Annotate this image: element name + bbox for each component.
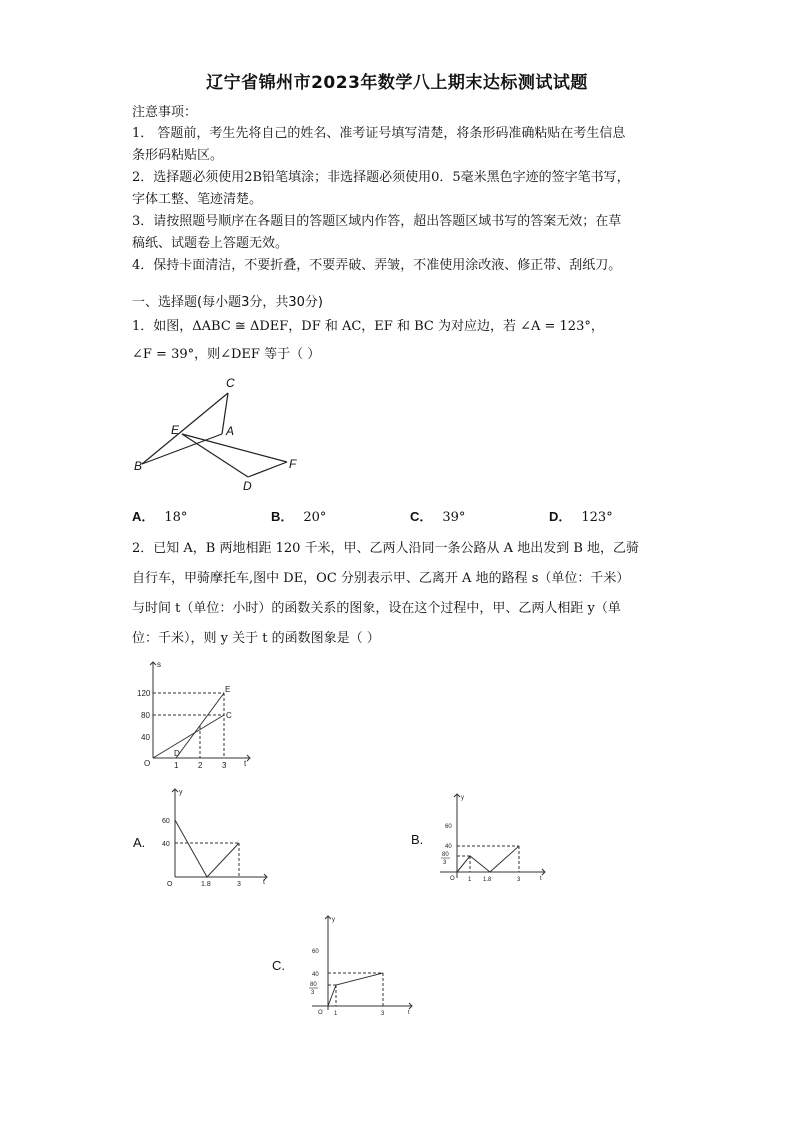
- q1-text-line2: ∠F = 39°，则∠DEF 等于（ ）: [132, 347, 321, 362]
- label-C: C: [226, 376, 235, 390]
- option-label: D．: [549, 509, 572, 524]
- label-F: F: [289, 457, 297, 471]
- main-point-E: E: [225, 685, 231, 694]
- q2-option-a-label[interactable]: A.: [133, 835, 146, 850]
- c-frac-num: 80: [310, 982, 317, 988]
- b-x-tick: 1.8: [483, 877, 492, 883]
- b-x-tick: 1: [468, 877, 472, 883]
- q2-option-c-label[interactable]: C.: [272, 958, 285, 973]
- option-label: C．: [410, 509, 433, 524]
- q1-triangle-figure: [130, 372, 310, 497]
- b-frac-den: 3: [443, 860, 447, 866]
- q1-option-b[interactable]: [271, 506, 326, 525]
- c-x-tick: 1: [334, 1011, 338, 1017]
- main-point-D: D: [174, 749, 180, 758]
- option-value: 39°: [442, 510, 466, 525]
- section-heading: 一、选择题(每小题3分，共30分): [132, 295, 323, 310]
- q2-text-line3: 与时间 t（单位：小时）的函数关系的图象，设在这个过程中，甲、乙两人相距 y（单: [132, 601, 621, 616]
- a-origin: O: [167, 881, 173, 888]
- label-B: B: [134, 459, 143, 473]
- q2-text-line2: 自行车，甲骑摩托车,图中 DE，OC 分别表示甲、乙离开 A 地的路程 s（单位：千米）: [132, 571, 630, 586]
- page-title: 辽宁省锦州市2023年数学八上期末达标测试试题: [206, 73, 588, 93]
- a-x-axis: t: [263, 879, 265, 886]
- option-value: 20°: [303, 510, 327, 525]
- b-y-axis: y: [461, 795, 464, 801]
- option-value: 18°: [164, 510, 188, 525]
- c-x-tick: 3: [381, 1011, 385, 1017]
- notice-line-7: 4．保持卡面清洁，不要折叠，不要弄破、弄皱，不准使用涂改液、修正带、刮纸刀。: [132, 258, 622, 273]
- a-y-tick: 40: [162, 841, 170, 848]
- q2-option-a-graph[interactable]: [155, 785, 275, 890]
- main-y-tick: 80: [141, 711, 150, 720]
- main-y-tick: 40: [141, 733, 150, 742]
- main-y-axis-label: s: [157, 660, 161, 669]
- q2-main-graph: [128, 658, 263, 770]
- main-y-tick: 120: [137, 689, 151, 698]
- b-x-tick: 3: [517, 877, 521, 883]
- label-A: A: [226, 424, 235, 438]
- notice-heading: 注意事项：: [132, 105, 198, 120]
- b-frac-num: 80: [442, 852, 449, 858]
- q1-option-c[interactable]: [410, 506, 465, 525]
- a-x-tick: 3: [237, 881, 241, 888]
- c-frac-den: 3: [311, 990, 315, 996]
- notice-line-6: 稿纸、试题卷上答题无效。: [132, 236, 289, 251]
- q2-text-line4: 位：千米），则 y 关于 t 的函数图象是（ ）: [132, 631, 380, 646]
- option-value: 123°: [581, 510, 613, 525]
- main-x-axis-label: t: [244, 759, 247, 768]
- q2-option-b-graph[interactable]: [430, 790, 550, 885]
- q1-option-d[interactable]: [549, 506, 613, 525]
- b-origin: O: [450, 876, 455, 882]
- q2-option-b-label[interactable]: B.: [411, 832, 424, 847]
- q2-option-c-graph[interactable]: [298, 910, 418, 1020]
- option-label: A．: [132, 509, 155, 524]
- label-D: D: [243, 479, 252, 493]
- notice-line-2: 条形码粘贴区。: [132, 148, 224, 163]
- notice-line-5: 3．请按照题号顺序在各题目的答题区域内作答，超出答题区域书写的答案无效；在草: [132, 214, 622, 229]
- q1-option-a[interactable]: [132, 506, 187, 525]
- a-y-axis: y: [179, 789, 183, 796]
- main-x-tick: 2: [198, 761, 203, 770]
- c-y-tick: 40: [312, 972, 319, 978]
- a-x-tick: 1.8: [201, 881, 211, 888]
- main-point-C: C: [226, 711, 232, 720]
- b-y-tick: 40: [445, 844, 452, 850]
- notice-line-3: 2．选择题必须使用2B铅笔填涂；非选择题必须使用0．5毫米黑色字迹的签字笔书写，: [132, 170, 630, 185]
- option-label: B．: [271, 509, 294, 524]
- notice-line-4: 字体工整、笔迹清楚。: [132, 192, 263, 207]
- main-origin: O: [144, 759, 151, 768]
- main-x-tick: 3: [222, 761, 227, 770]
- c-x-axis: t: [408, 1010, 410, 1016]
- q1-text-line1: 1．如图，ΔABC ≅ ΔDEF，DF 和 AC，EF 和 BC 为对应边，若 ∠A = 123°，: [132, 319, 604, 334]
- c-origin: O: [318, 1010, 323, 1016]
- label-E: E: [171, 423, 180, 437]
- c-y-axis: y: [332, 917, 335, 923]
- b-y-tick: 60: [445, 824, 452, 830]
- a-y-tick: 60: [162, 818, 170, 825]
- c-y-tick: 60: [312, 949, 319, 955]
- q2-text-line1: 2．已知 A，B 两地相距 120 千米，甲、乙两人沿同一条公路从 A 地出发到 B 地，乙骑: [132, 541, 640, 556]
- notice-line-1: 1． 答题前，考生先将自己的姓名、准考证号填写清楚，将条形码准确粘贴在考生信息: [132, 126, 626, 141]
- main-x-tick: 1: [174, 761, 179, 770]
- b-x-axis: t: [540, 876, 542, 882]
